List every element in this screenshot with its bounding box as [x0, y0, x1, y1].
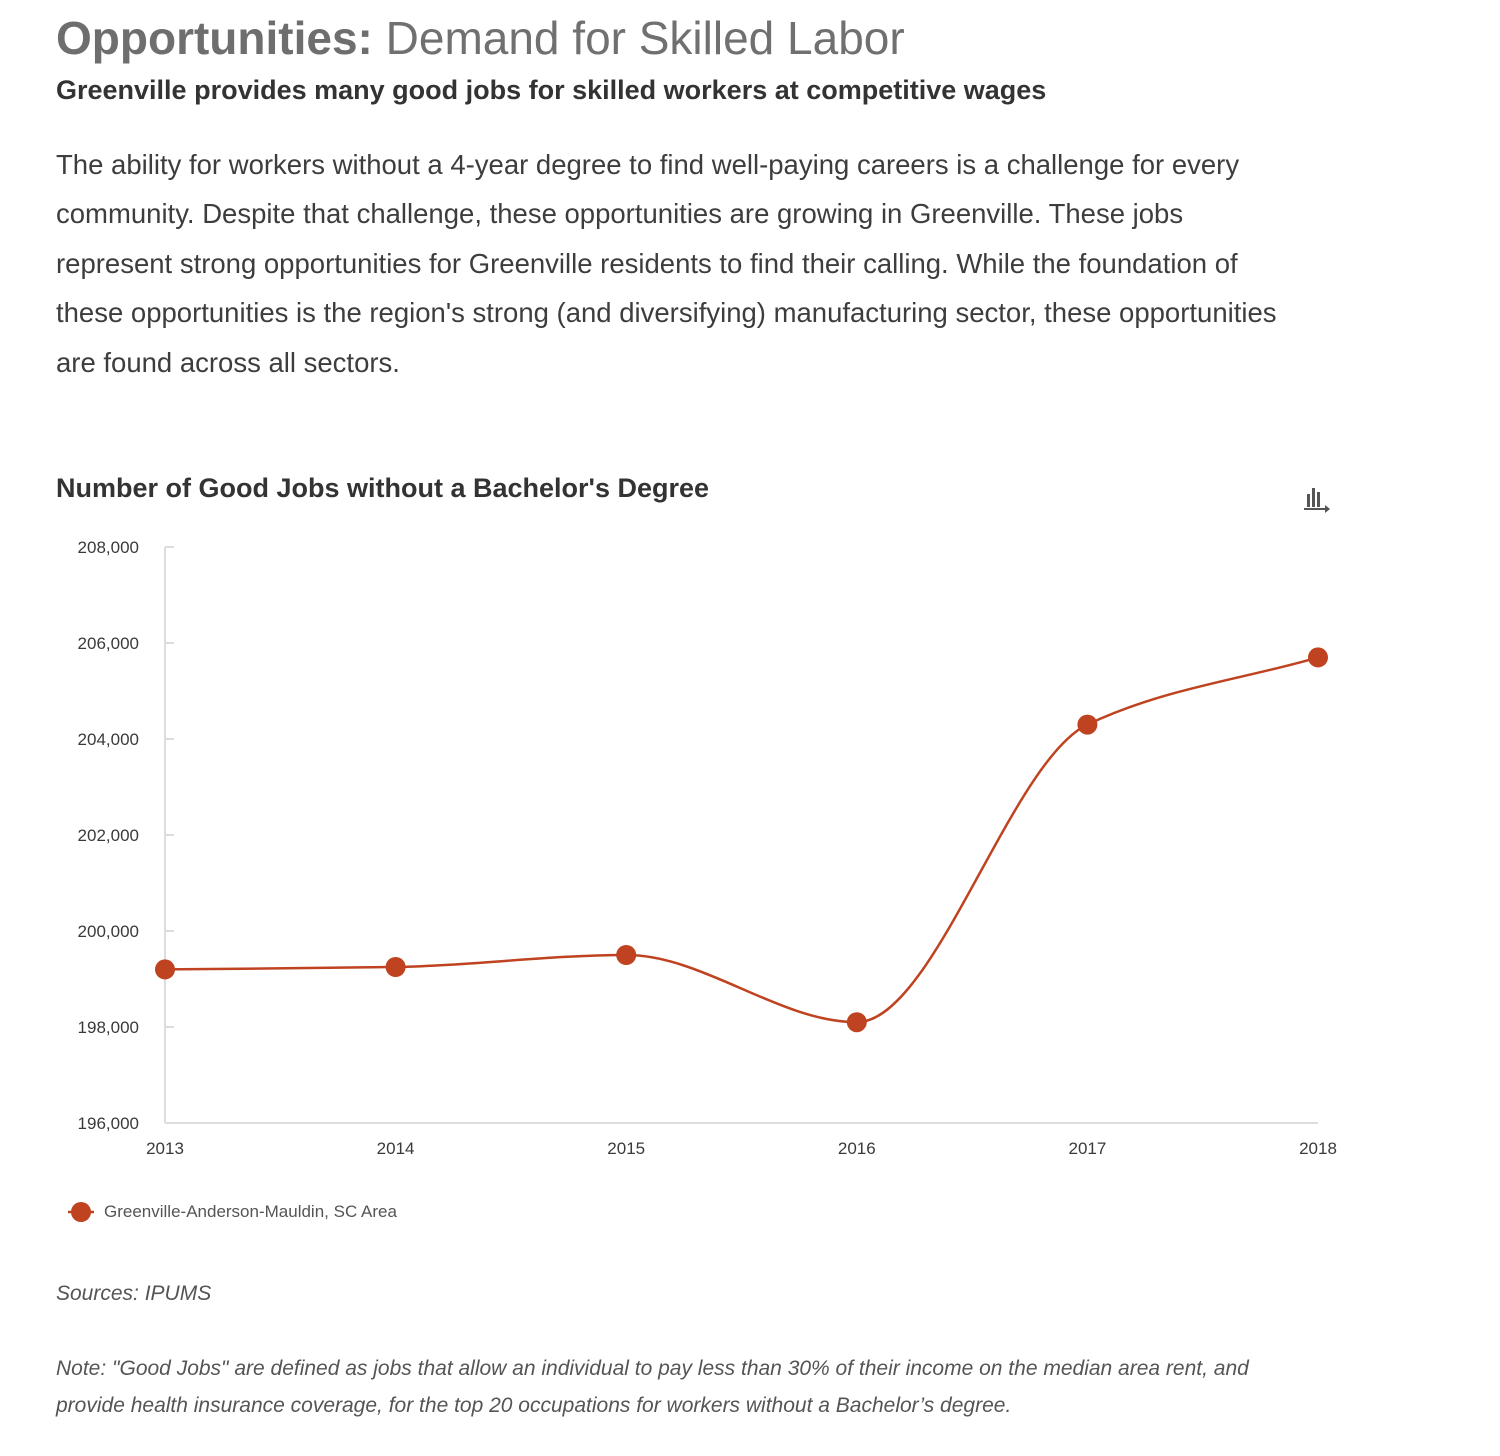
chart-export-button[interactable] — [1296, 480, 1336, 520]
page-title-bold: Opportunities: — [56, 12, 373, 64]
legend-marker-icon — [66, 1197, 96, 1227]
data-point[interactable] — [1308, 647, 1328, 667]
y-tick-label: 198,000 — [77, 1018, 139, 1037]
y-axis-ticks — [78, 538, 174, 1133]
x-tick-label: 2014 — [376, 1139, 415, 1158]
chart-title: Number of Good Jobs without a Bachelor's Degree — [56, 473, 710, 503]
page-title-regular: Demand for Skilled Labor — [372, 12, 905, 64]
x-tick-label: 2017 — [1068, 1139, 1107, 1158]
x-tick-label: 2018 — [1299, 1139, 1337, 1158]
chart-axes — [165, 547, 1318, 1123]
y-tick-label: 206,000 — [77, 634, 139, 653]
x-axis-ticks — [146, 1139, 1337, 1158]
x-tick-label: 2016 — [837, 1139, 876, 1158]
data-point[interactable] — [847, 1012, 867, 1032]
data-point[interactable] — [386, 957, 406, 977]
page-title — [56, 10, 905, 66]
data-point[interactable] — [616, 945, 636, 965]
data-point[interactable] — [155, 959, 175, 979]
page-subtitle: Greenville provides many good jobs for skilled workers at competitive wages — [56, 75, 1047, 105]
x-tick-label: 2013 — [146, 1139, 184, 1158]
line-chart — [0, 530, 1500, 1170]
y-tick-label: 202,000 — [77, 826, 139, 845]
chart-export-icon — [1296, 480, 1336, 520]
legend-label: Greenville-Anderson-Mauldin, SC Area — [104, 1202, 397, 1221]
sources-text: Sources: IPUMS — [56, 1282, 212, 1305]
note-text: Note: "Good Jobs" are defined as jobs that allow an individual to pay less than 30% of their income on the median area rent, and provide health insurance coverage, for the top 20 occupations for workers without a Bachelor’s degree. — [56, 1357, 1249, 1417]
data-point[interactable] — [1077, 715, 1097, 735]
y-tick-label: 196,000 — [77, 1114, 139, 1133]
series-line — [165, 657, 1318, 1022]
x-tick-label: 2015 — [607, 1139, 646, 1158]
y-tick-label: 204,000 — [77, 730, 139, 749]
chart-series — [155, 647, 1328, 1032]
intro-paragraph: The ability for workers without a 4-year degree to find well-paying careers is a challenge for every community. Despite that challenge, these opportunities are growing in Greenville. These jobs represent strong opportunities for Greenville residents to find their calling. While the foundation of these opportunities is the region's strong (and diversifying) manufacturing sector, these opportunities are found across all sectors. — [56, 149, 1277, 378]
chart-legend[interactable] — [66, 1196, 397, 1228]
y-tick-label: 208,000 — [77, 538, 139, 557]
y-tick-label: 200,000 — [77, 922, 139, 941]
